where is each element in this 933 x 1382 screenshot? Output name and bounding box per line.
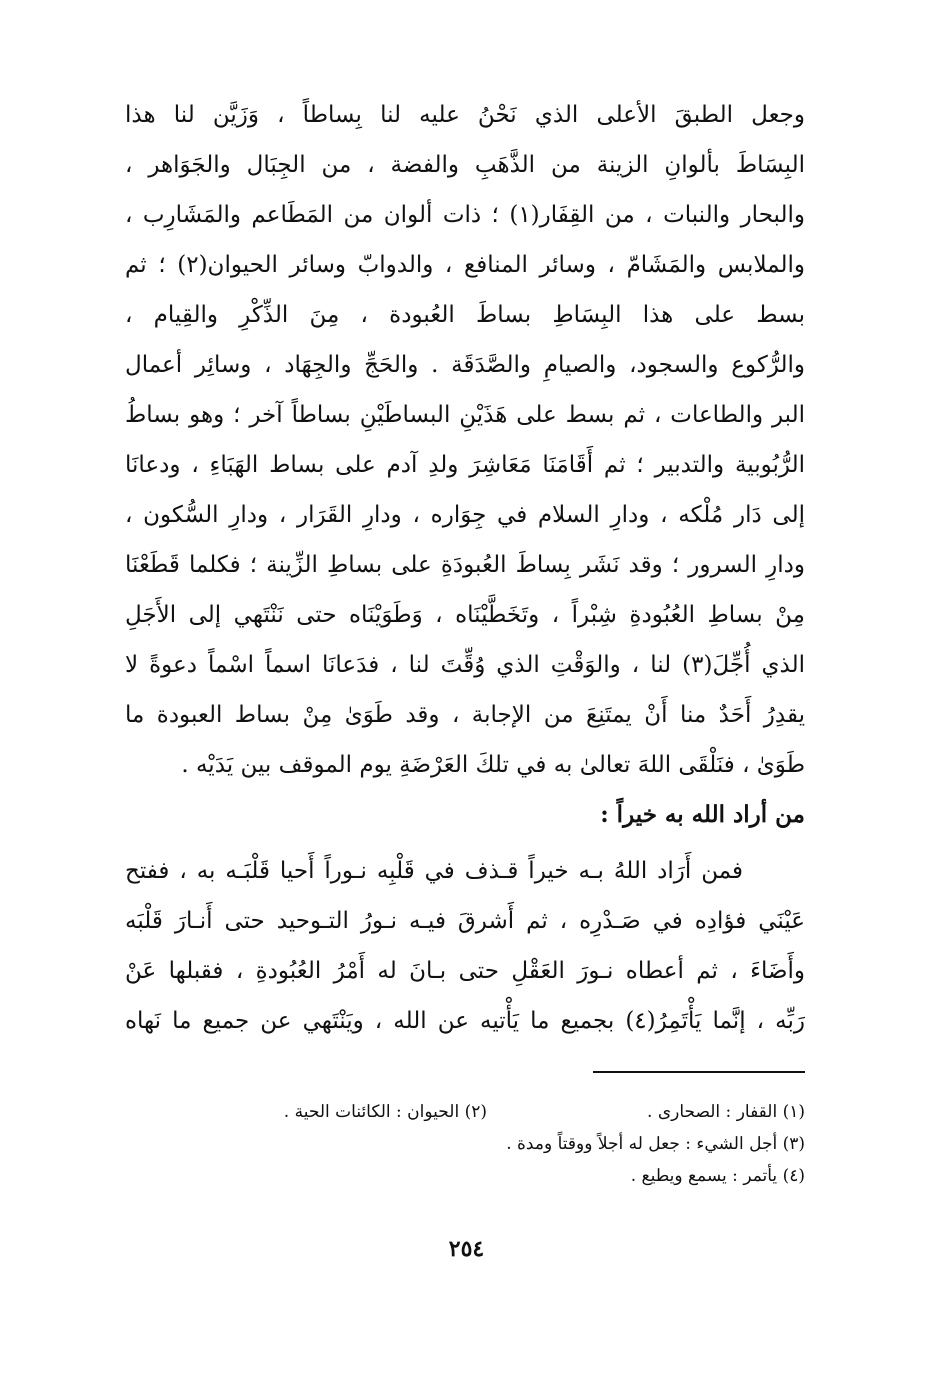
footnote-1: (١) القفار : الصحارى . [647,1102,805,1122]
second-paragraph [125,846,805,1046]
text-line: البِسَاطَ بألوانِ الزينة من الذَّهَبِ والفضة ، من الجِبَال والجَوَاهر ، [125,152,805,178]
footnote-row [125,1128,805,1160]
text-line: إلى دَار مُلْكه ، ودارِ السلام في جِوَاره ، ودارِ القَرَار ، ودارِ السُّكون ، [125,502,805,528]
page-number: ٢٥٤ [448,1236,485,1262]
footnote-row [125,1096,805,1128]
text-line: البر والطاعات ، ثم بسط على هَذَيْنِ البساطَيْنِ بساطاً آخر ؛ وهو بساطُ [125,402,805,428]
footnote-2: (٢) الحيوان : الكائنات الحية . [283,1102,487,1122]
text-line: والرُّكوع والسجود، والصيامِ والصَّدَقَة . والحَجِّ والجِهَاد ، وسائِر أعمال [125,352,805,378]
text-line: بسط على هذا البِسَاطِ بساطَ العُبودة ، مِنَ الذِّكْرِ والقِيام ، [125,302,805,328]
main-paragraph [125,90,805,790]
text-line: عَيْنَي فؤادِه في صَـدْرِه ، ثم أَشرقَ فيـه نـورُ التـوحيد حتى أَنـارَ قَلْبَه [125,908,805,934]
text-line: وجعل الطبقَ الأعلى الذي نَحْنُ عليه لنا بِساطاً ، وَزَيَّن لنا هذا [125,102,805,128]
text-line: فمن أَرَاد اللهُ بـه خيراً قـذف في قَلْبِه نـوراً أَحيا قَلْبَـه به ، ففتح [125,858,743,884]
footnote-4: (٤) يأتمر : يسمع ويطيع . [630,1166,805,1186]
footnotes [125,1096,805,1192]
text-line: والملابس والمَشَامّ ، وسائر المنافع ، والدوابّ وسائر الحيوان(٢) ؛ ثم [125,252,805,278]
text-line: والبحار والنبات ، من القِفَار(١) ؛ ذات ألوان من المَطَاعم والمَشَارِب ، [125,202,805,228]
text-line: مِنْ بساطِ العُبُودةِ شِبْراً ، وتَخَطَّيْنَاه ، وَطَوَيْنَاه حتى نَنْتَهي إلى الأَجَلِ [125,602,805,628]
text-line: يقدِرُ أَحَدٌ منا أَنْ يمتَنِعَ من الإجابة ، وقد طَوَىٰ مِنْ بساط العبودة ما [125,702,805,728]
text-line: الذي أُجِّلَ(٣) لنا ، والوَقْتِ الذي وُقِّتَ لنا ، فدَعانَا اسماً اسْماً دعوةً لا [125,652,805,678]
section-heading: من أراد الله به خيراً : [600,801,805,828]
text-line: ودارِ السرور ؛ وقد نَشَر بِساطَ العُبودَةِ على بساطِ الزِّينة ؛ فكلما قَطَعْنَا [125,552,805,578]
text-line: رَبِّه ، إنَّما يَأْتَمِرُ(٤) بجميع ما يَأْتيه عن الله ، ويَنْتَهي عن جميع ما نَهاه [125,1008,805,1034]
text-line: الرُّبُوبية والتدبير ؛ ثم أَقَامَنَا مَعَاشِرَ ولدِ آدم على بساط الهَبَاءِ ، ودعانَا [125,452,805,478]
text-line: وأَضَاءَ ، ثم أعطاه نـورَ العَقْلِ حتى بـانَ له أَمْرُ العُبُودةِ ، فقبلها عَنْ [125,958,805,984]
footnote-3: (٣) أجل الشيء : جعل له أجلاً ووقتاً ومدة . [506,1134,805,1154]
footnote-separator [593,1071,805,1073]
footnote-row [125,1160,805,1192]
text-line: طَوَىٰ ، فنَلْقَى اللهَ تعالىٰ به في تلكَ العَرْضَةِ يوم الموقف بين يَدَيْه . [181,752,805,778]
